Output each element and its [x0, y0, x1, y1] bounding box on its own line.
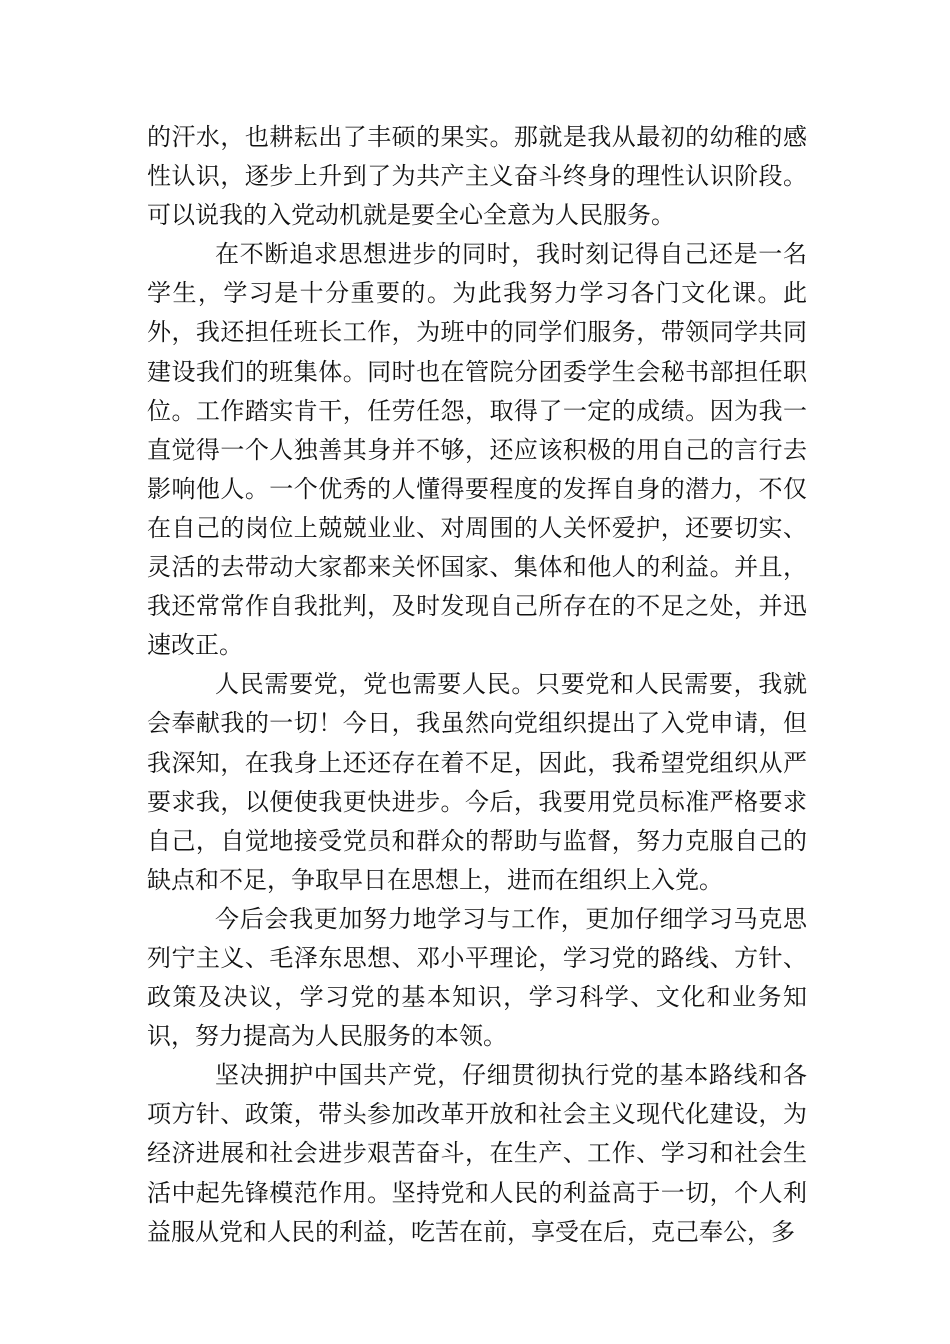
paragraph-4: 今后会我更加努力地学习与工作，更加仔细学习马克思列宁主义、毛泽东思想、邓小平理论，学习党的路线、方针、政策及决议，学习党的基本知识，学习科学、文化和业务知识，努力提高为人民服务的本领。 — [147, 904, 807, 1051]
document-body — [147, 118, 807, 1252]
paragraph-2: 在不断追求思想进步的同时，我时刻记得自己还是一名学生，学习是十分重要的。为此我努力学习各门文化课。此外，我还担任班长工作，为班中的同学们服务，带领同学共同建设我们的班集体。同时也在管院分团委学生会秘书部担任职位。工作踏实肯干，任劳任怨，取得了一定的成绩。因为我一直觉得一个人独善其身并不够，还应该积极的用自己的言行去影响他人。一个优秀的人懂得要程度的发挥自身的潜力，不仅在自己的岗位上兢兢业业、对周围的人关怀爱护，还要切实、灵活的去带动大家都来关怀国家、集体和他人的利益。并且，我还常常作自我批判，及时发现自己所存在的不足之处，并迅速改正。 — [147, 240, 807, 660]
paragraph-5: 坚决拥护中国共产党，仔细贯彻执行党的基本路线和各项方针、政策，带头参加改革开放和社会主义现代化建设，为经济进展和社会进步艰苦奋斗，在生产、工作、学习和社会生活中起先锋模范作用。坚持党和人民的利益高于一切，个人利益服从党和人民的利益，吃苦在前，享受在后，克己奉公，多 — [147, 1061, 807, 1246]
paragraph-3: 人民需要党，党也需要人民。只要党和人民需要，我就会奉献我的一切！今日，我虽然向党组织提出了入党申请，但我深知，在我身上还还存在着不足，因此，我希望党组织从严要求我，以便使我更快进步。今后，我要用党员标准严格要求自己，自觉地接受党员和群众的帮助与监督，努力克服自己的缺点和不足，争取早日在思想上，进而在组织上入党。 — [147, 670, 807, 894]
paragraph-1: 的汗水，也耕耘出了丰硕的果实。那就是我从最初的幼稚的感性认识，逐步上升到了为共产主义奋斗终身的理性认识阶段。可以说我的入党动机就是要全心全意为人民服务。 — [147, 123, 807, 230]
